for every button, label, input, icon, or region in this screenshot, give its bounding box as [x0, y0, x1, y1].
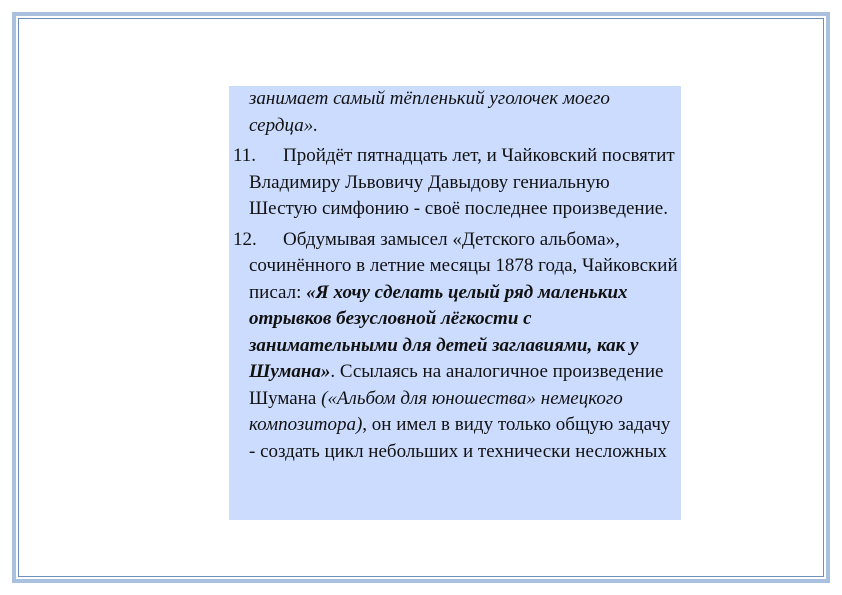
list-item-number: 11. [233, 145, 257, 166]
list-item-parenthetical: («Альбом для юношества» немецкого композитора) [249, 387, 623, 435]
list-item-intro: Обдумывая замысел «Детского альбома», сочинённого в летние месяцы 1878 года, Чайковский писал: [249, 228, 678, 303]
list-item-number: 12. [233, 228, 257, 250]
text-box [229, 86, 681, 520]
list-item-after-quote: . Ссылаясь на аналогичное произведение Шумана [249, 361, 664, 409]
list-item-text: Пройдёт пятнадцать лет, и Чайковский посвятит Владимиру Львовичу Давыдову гениальную Шестую симфонию - своё последнее произведение. [249, 145, 675, 219]
continued-quote-text: занимает самый тёпленький уголочек моего сердца». [249, 88, 610, 136]
list-item-12 [229, 227, 681, 466]
list-item-quote: «Я хочу сделать целый ряд маленьких отрывков безусловной лёгкости с занимательными для детей заглавиями, как у Шумана» [249, 281, 639, 382]
list-item-11 [229, 143, 681, 223]
list-item-tail: , он имел в виду только общую задачу - создать цикл небольших и технически несложных [249, 414, 671, 462]
continued-paragraph [229, 86, 681, 139]
